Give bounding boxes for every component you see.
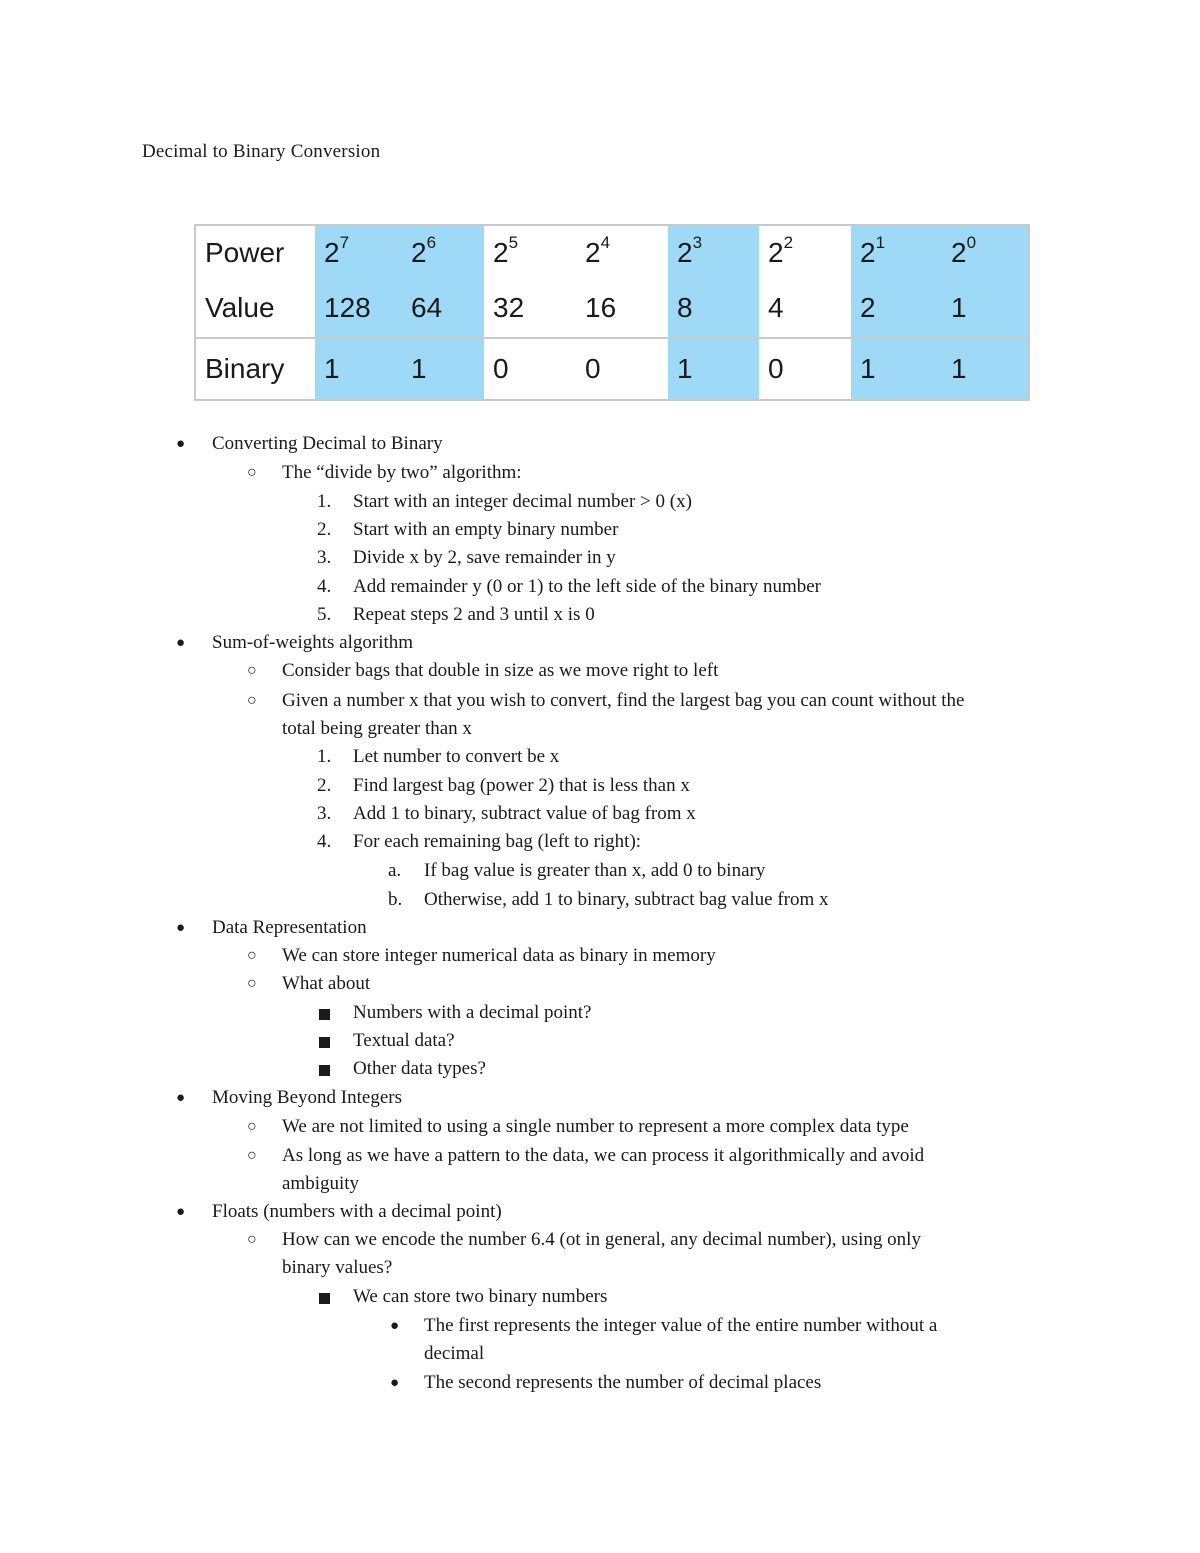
bullet-text: Consider bags that double in size as we move right to left <box>282 660 719 681</box>
bullet-heading: Data Representation <box>212 917 367 938</box>
bullet-marker: ○ <box>247 947 257 964</box>
value-cell: 128 <box>315 279 402 338</box>
substep-letter: b. <box>388 889 403 910</box>
point-text-continued: decimal <box>424 1343 485 1364</box>
bullet-heading: Converting Decimal to Binary <box>212 433 443 454</box>
value-cell: 8 <box>668 279 759 338</box>
step-number: 3. <box>317 547 332 568</box>
power-cell: $2^1$ <box>851 225 942 279</box>
step-number: 2. <box>317 519 332 540</box>
binary-row <box>195 338 1029 400</box>
power-cell: $2^2$ <box>768 232 794 268</box>
point-text: The second represents the number of decimal places <box>424 1372 822 1393</box>
row-label: Power <box>205 236 285 268</box>
bullet-marker: ○ <box>247 662 257 679</box>
bullet-marker-square <box>319 1293 330 1304</box>
step-text: For each remaining bag (left to right): <box>353 831 642 852</box>
step-text: Find largest bag (power 2) that is less than x <box>353 775 690 796</box>
bit-cell: 0 <box>576 338 668 400</box>
value-cell: 64 <box>402 279 484 338</box>
bullet-marker: ● <box>176 635 186 651</box>
bullet-marker: ○ <box>247 692 257 709</box>
step-number: 3. <box>317 803 332 824</box>
bullet-marker: ● <box>176 1090 186 1106</box>
bullet-marker: ○ <box>247 1231 257 1248</box>
row-label: Value <box>205 292 275 323</box>
bullet-text-continued: total being greater than x <box>282 718 472 739</box>
bit-cell: 1 <box>942 338 1029 400</box>
step-text: Add 1 to binary, subtract value of bag from x <box>353 803 696 824</box>
bullet-text-continued: ambiguity <box>282 1173 360 1194</box>
bit-cell: 1 <box>851 338 942 400</box>
substep-letter: a. <box>388 860 402 881</box>
list-item-text: We can store two binary numbers <box>353 1286 608 1307</box>
bullet-heading: Floats (numbers with a decimal point) <box>212 1201 502 1222</box>
value-cell: 4 <box>768 292 784 323</box>
list-item-text: Other data types? <box>353 1058 486 1079</box>
step-text: Divide x by 2, save remainder in y <box>353 547 616 568</box>
bullet-marker-square <box>319 1065 330 1076</box>
bit-cell: 0 <box>759 338 851 400</box>
value-cell: 1 <box>942 279 1029 338</box>
value-cell: 32 <box>493 292 525 323</box>
power-cell: $2^3$ <box>668 225 759 279</box>
bullet-text: As long as we have a pattern to the data, we can process it algorithmically and avoid <box>282 1145 925 1166</box>
bullet-marker: ○ <box>247 1147 257 1164</box>
row-label: Binary <box>195 338 315 400</box>
step-number: 4. <box>317 831 332 852</box>
bullet-marker: ○ <box>247 975 257 992</box>
step-text: Start with an integer decimal number > 0 (x) <box>353 491 692 512</box>
bullet-text: The “divide by two” algorithm: <box>282 462 522 483</box>
bullet-text: We can store integer numerical data as binary in memory <box>282 945 716 966</box>
power-cell: $2^5$ <box>493 232 519 268</box>
page-title: Decimal to Binary Conversion <box>142 141 381 162</box>
bullet-text: What about <box>282 973 371 994</box>
step-text: Let number to convert be x <box>353 746 560 767</box>
bit-cell: 0 <box>484 338 576 400</box>
bullet-text: We are not limited to using a single number to represent a more complex data type <box>282 1116 909 1137</box>
list-item-text: Textual data? <box>353 1030 455 1051</box>
bullet-marker-square <box>319 1037 330 1048</box>
step-number: 5. <box>317 604 332 625</box>
step-text: Add remainder y (0 or 1) to the left side of the binary number <box>353 576 821 597</box>
bit-cell: 1 <box>402 338 484 400</box>
value-row <box>195 279 1029 338</box>
substep-text: Otherwise, add 1 to binary, subtract bag value from x <box>424 889 829 910</box>
bullet-marker: ● <box>390 1318 400 1334</box>
step-number: 4. <box>317 576 332 597</box>
bullet-marker: ○ <box>247 1118 257 1135</box>
value-cell: 2 <box>851 279 942 338</box>
substep-text: If bag value is greater than x, add 0 to binary <box>424 860 766 881</box>
step-text: Start with an empty binary number <box>353 519 619 540</box>
bullet-marker: ● <box>176 1204 186 1220</box>
bullet-marker-square <box>319 1009 330 1020</box>
power-row <box>195 225 1029 279</box>
point-text: The first represents the integer value of the entire number without a <box>424 1315 938 1336</box>
power-cell: $2^7$ <box>315 225 402 279</box>
power-cell: $2^4$ <box>585 232 611 268</box>
bullet-heading: Moving Beyond Integers <box>212 1087 402 1108</box>
power-cell: $2^0$ <box>942 225 1029 279</box>
bullet-marker: ● <box>176 436 186 452</box>
value-cell: 16 <box>585 292 617 323</box>
step-number: 2. <box>317 775 332 796</box>
bullet-marker: ○ <box>247 464 257 481</box>
bullet-text-continued: binary values? <box>282 1257 393 1278</box>
step-number: 1. <box>317 491 332 512</box>
bullet-text: How can we encode the number 6.4 (ot in general, any decimal number), using only <box>282 1229 921 1250</box>
binary-conversion-table <box>194 224 1030 401</box>
bullet-heading: Sum-of-weights algorithm <box>212 632 414 653</box>
power-cell: $2^6$ <box>402 225 484 279</box>
bit-cell: 1 <box>315 338 402 400</box>
step-text: Repeat steps 2 and 3 until x is 0 <box>353 604 595 625</box>
bullet-text: Given a number x that you wish to convert, find the largest bag you can count without the <box>282 690 965 711</box>
list-item-text: Numbers with a decimal point? <box>353 1002 592 1023</box>
bit-cell: 1 <box>668 338 759 400</box>
bullet-marker: ● <box>390 1375 400 1391</box>
bullet-marker: ● <box>176 920 186 936</box>
step-number: 1. <box>317 746 332 767</box>
